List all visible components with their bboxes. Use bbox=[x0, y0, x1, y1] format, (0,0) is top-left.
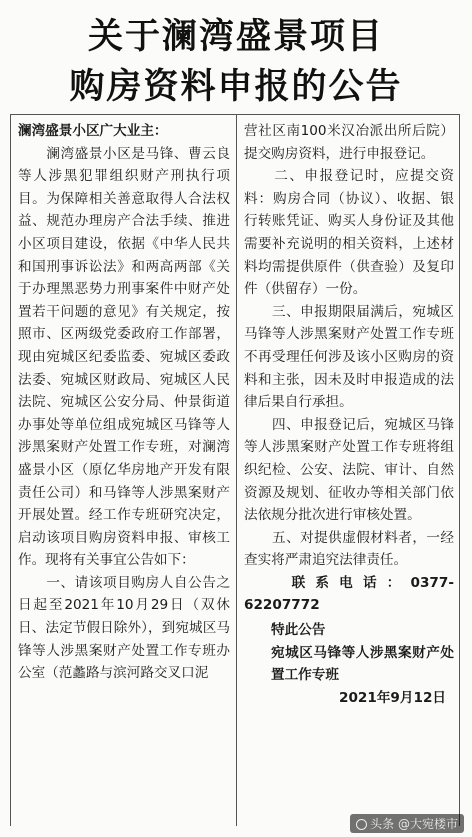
title-line-2: 购房资料申报的公告 bbox=[69, 67, 403, 107]
item-1-paragraph: 一、请该项目购房人自公告之日起至2021年10月29日（双休日、法定节假日除外），到宛城区马锋等人涉黑案财产处置工作专班办公室（范蠡路与滨河路交叉口泥 bbox=[18, 574, 230, 682]
notice-date: 2021年9月12日 bbox=[339, 689, 446, 706]
item-5-paragraph: 五、对提供虚假材料者，一经查实将严肃追究法律责任。 bbox=[244, 529, 454, 569]
contact-line: 联系电话：0377-62207772 bbox=[244, 574, 454, 614]
toutiao-logo-icon bbox=[356, 819, 367, 830]
item-3-paragraph: 三、申报期限届满后，宛城区马锋等人涉黑案财产处置工作专班不再受理任何涉及该小区购房的资料和主张，因未及时申报造成的法律后果自行承担。 bbox=[244, 303, 454, 411]
item-2-paragraph: 二、申报登记时，应提交资料：购房合同（协议）、收据、银行转账凭证、购买人身份证及其他需要补充说明的相关资料，上述材料均需提供原件（供查验）及复印件（供留存）一份。 bbox=[244, 168, 454, 298]
issuer-name: 宛城区马锋等人涉黑案财产处置工作专班 bbox=[271, 644, 454, 684]
item-1-continued: 营社区南100米汉冶派出所后院）提交购房资料，进行申报登记。 bbox=[244, 123, 454, 162]
item-4-paragraph: 四、申报登记后，宛城区马锋等人涉黑案财产处置工作专班将组织纪检、公安、法院、审计、自然资源及规划、征收办等相关部门依法依规分批次进行审核处置。 bbox=[244, 416, 454, 524]
intro-paragraph: 澜湾盛景小区是马锋、曹云良等人涉黑犯罪组织财产刑执行项目。为保障相关善意取得人合法权益、规范办理房产合法手续、推进小区项目建设，依据《中华人民共和国刑事诉讼法》和两高两部《关于办理黑恶势力刑事案件中财产处置若干问题的意见》有关规定，按照市、区两级党委政府工作部署，现由宛城区纪委监委、宛城区委政法委、宛城区财政局、宛城区人民法院、宛城区公安分局、仲景街道办事处等单位组成宛城区马锋等人涉黑案财产处置工作专班，对澜湾盛景小区（原亿华房地产开发有限责任公司）和马锋等人涉黑案财产开展处置。经工作专班研究决定，启动该项目购房资料申报、审核工作。现将有关事宜公告如下： bbox=[18, 145, 230, 569]
title-line-1: 关于澜湾盛景项目 bbox=[87, 17, 384, 57]
right-column bbox=[244, 120, 454, 709]
left-column bbox=[18, 120, 230, 685]
source-watermark bbox=[350, 814, 464, 833]
notice-closing: 特此公告 bbox=[271, 622, 326, 639]
column-divider bbox=[236, 114, 237, 826]
greeting: 澜湾盛景小区广大业主： bbox=[18, 123, 168, 139]
notice-title bbox=[0, 12, 472, 112]
watermark-text: 头条 @大宛楼市 bbox=[370, 817, 458, 831]
